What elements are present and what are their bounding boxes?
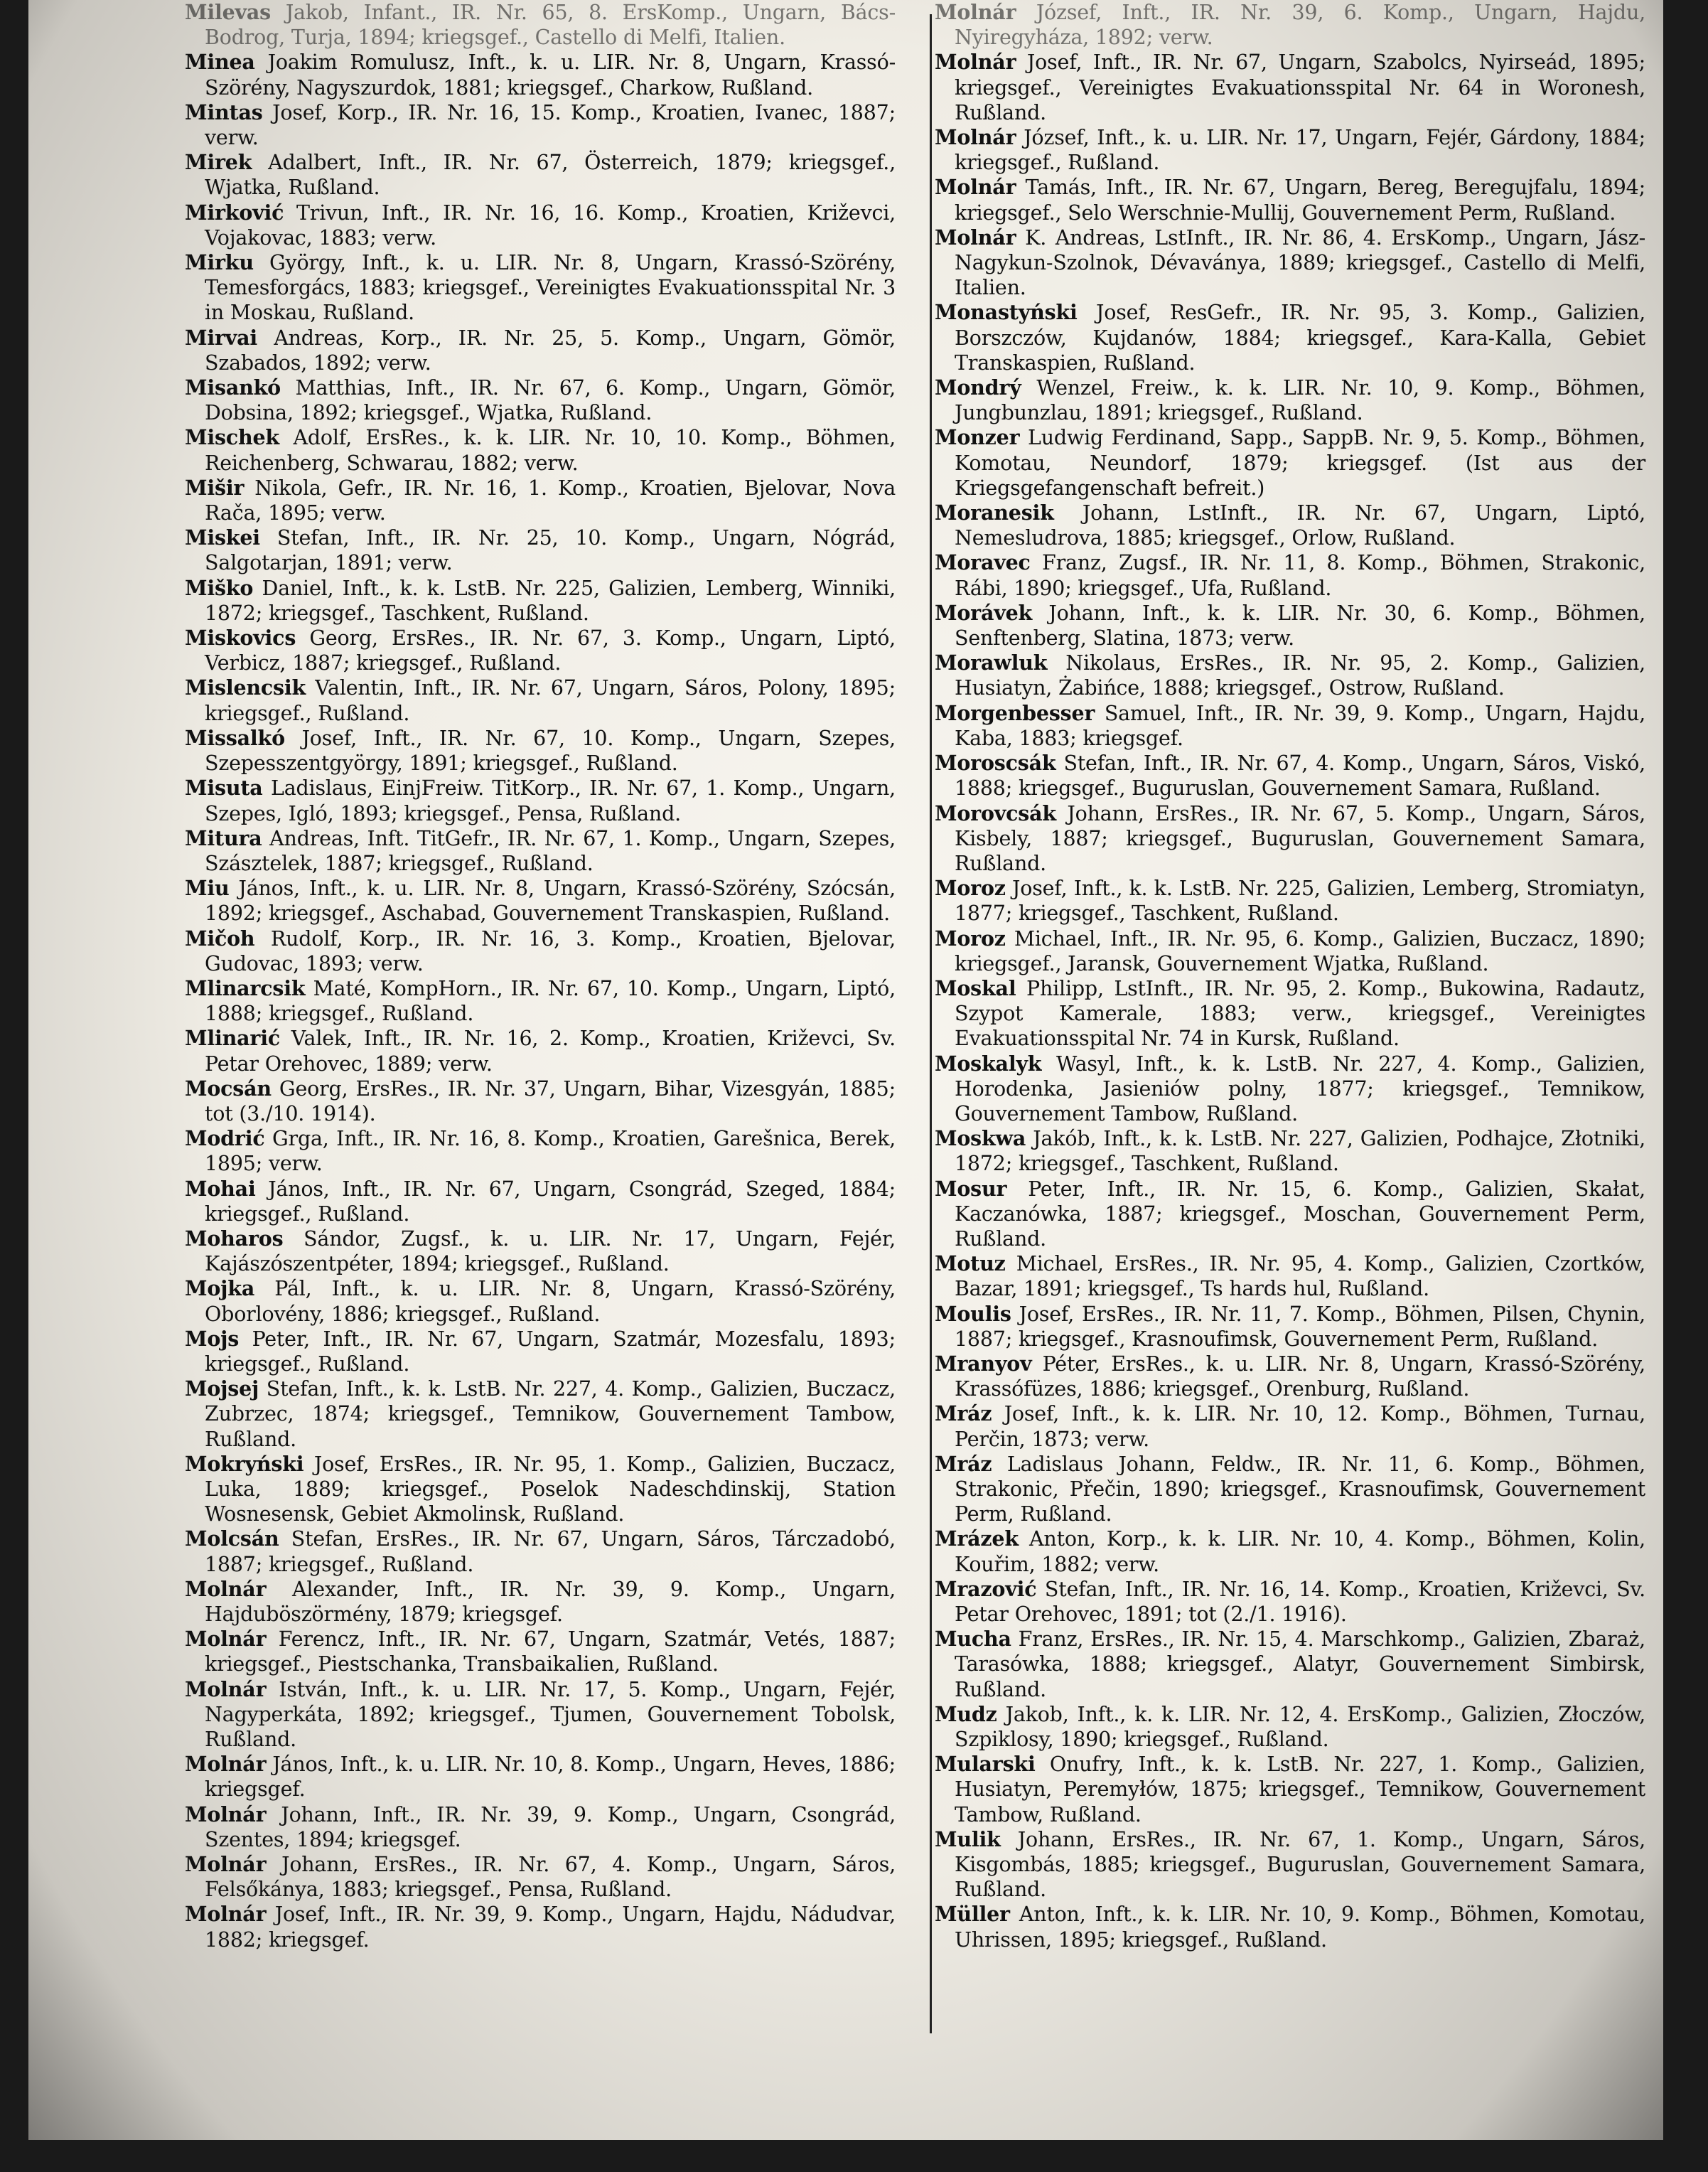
entry-surname: Modrić	[185, 1126, 265, 1151]
entry-surname: Molnár	[935, 0, 1016, 24]
entry-details: Nikola, Gefr., IR. Nr. 16, 1. Komp., Kroatien, Bjelovar, Nova Rača, 1895; verw.	[205, 476, 896, 525]
list-entry	[935, 550, 1645, 600]
list-entry	[935, 225, 1645, 301]
right-column	[935, 0, 1645, 1952]
list-entry	[185, 675, 896, 725]
entry-details: Franz, ErsRes., IR. Nr. 15, 4. Marschkomp., Galizien, Zbaraż, Tarasówka, 1888; kriegsgef., Alatyr, Gouvernement Simbirsk, Rußland.	[955, 1627, 1646, 1701]
entry-surname: Molnár	[935, 50, 1016, 75]
entry-surname: Mranyov	[935, 1351, 1032, 1376]
list-entry	[185, 200, 896, 250]
list-entry	[185, 1577, 896, 1627]
entry-details: Jakob, Inft., k. k. LIR. Nr. 12, 4. ErsKomp., Galizien, Złoczów, Szpiklosy, 1890; kriegsgef., Rußland.	[955, 1702, 1646, 1752]
entry-surname: Moskalyk	[935, 1051, 1042, 1076]
entry-details: Sándor, Zugsf., k. u. LIR. Nr. 17, Ungarn, Fejér, Kajászószentpéter, 1894; kriegsgef., Rußland.	[205, 1226, 896, 1276]
entry-surname: Molnár	[185, 1802, 267, 1826]
entry-surname: Moulis	[935, 1301, 1011, 1326]
entry-details: Philipp, LstInft., IR. Nr. 95, 2. Komp., Bukowina, Radautz, Szypot Kamerale, 1883; verw., kriegsgef., Vereinigtes Evakuationsspital Nr. 74 in Kursk, Rußland.	[955, 976, 1645, 1051]
entry-surname: Morawluk	[935, 651, 1048, 675]
entry-details: Matthias, Inft., IR. Nr. 67, 6. Komp., Ungarn, Gömör, Dobsina, 1892; kriegsgef., Wjatka, Rußland.	[205, 376, 896, 425]
entry-surname: Mintas	[185, 100, 263, 124]
entry-details: Pál, Inft., k. u. LIR. Nr. 8, Ungarn, Krassó-Szörény, Oborlovény, 1886; kriegsgef., Rußland.	[205, 1277, 896, 1326]
entry-surname: Misankó	[185, 375, 281, 400]
entry-surname: Molnár	[935, 225, 1016, 250]
entry-surname: Miu	[185, 876, 230, 901]
entry-details: Valek, Inft., IR. Nr. 16, 2. Komp., Kroatien, Križevci, Sv. Petar Orehovec, 1889; verw.	[205, 1027, 896, 1076]
entry-surname: Mirković	[185, 200, 284, 225]
list-entry	[935, 876, 1645, 926]
entry-surname: Miskei	[185, 525, 260, 550]
document-page	[28, 0, 1663, 2140]
entry-surname: Mlinarcsik	[185, 975, 306, 1000]
list-entry	[935, 751, 1645, 801]
list-entry	[935, 300, 1645, 375]
list-entry	[185, 1627, 896, 1676]
list-entry	[185, 1526, 896, 1576]
entry-surname: Mudz	[935, 1701, 997, 1726]
list-entry	[185, 776, 896, 825]
entry-details: Andreas, Inft. TitGefr., IR. Nr. 67, 1. Komp., Ungarn, Szepes, Szásztelek, 1887; kriegsgef., Rußland.	[205, 826, 896, 875]
entry-surname: Mojs	[185, 1326, 240, 1351]
entry-surname: Mrázek	[935, 1526, 1019, 1551]
column-divider	[930, 14, 932, 2033]
entry-details: Tamás, Inft., IR. Nr. 67, Ungarn, Bereg, Beregujfalu, 1894; kriegsgef., Selo Werschnie-Mullij, Gouvernement Perm, Rußland.	[955, 176, 1645, 225]
list-entry	[185, 250, 896, 326]
list-entry	[185, 1126, 896, 1176]
list-entry	[185, 1026, 896, 1076]
entry-surname: Morávek	[935, 600, 1033, 625]
entry-surname: Morgenbesser	[935, 700, 1095, 725]
entry-details: Johann, ErsRes., IR. Nr. 67, 1. Komp., Ungarn, Sáros, Kisgombás, 1885; kriegsgef., Buguruslan, Gouvernement Samara, Rußland.	[955, 1827, 1646, 1902]
list-entry	[935, 0, 1645, 50]
entry-details: Jakób, Inft., k. k. LstB. Nr. 227, Galizien, Podhajce, Złotniki, 1872; kriegsgef., Taschkent, Rußland.	[955, 1127, 1645, 1176]
entry-surname: Monastyński	[935, 300, 1078, 325]
entry-details: Anton, Inft., k. k. LIR. Nr. 10, 9. Komp., Böhmen, Komotau, Uhrissen, 1895; kriegsgef., Rußland.	[955, 1903, 1645, 1952]
entry-details: Josef, Inft., k. k. LIR. Nr. 10, 12. Komp., Böhmen, Turnau, Perčin, 1873; verw.	[955, 1402, 1645, 1451]
entry-details: Jakob, Infant., IR. Nr. 65, 8. ErsKomp., Ungarn, Bács-Bodrog, Turja, 1894; kriegsgef., Castello di Melfi, Italien.	[205, 1, 896, 50]
entry-details: Stefan, Inft., k. k. LstB. Nr. 227, 4. Komp., Galizien, Buczacz, Zubrzec, 1874; kriegsgef., Temnikow, Gouvernement Tambow, Rußland.	[205, 1377, 896, 1451]
entry-surname: Monzer	[935, 425, 1020, 450]
list-entry	[935, 1126, 1645, 1176]
entry-surname: Mojka	[185, 1276, 255, 1301]
entry-surname: Mlinarić	[185, 1026, 280, 1051]
entry-details: K. Andreas, LstInft., IR. Nr. 86, 4. ErsKomp., Ungarn, Jász-Nagykun-Szolnok, Dévaványa, 1889; kriegsgef., Castello di Melfi, Italien.	[955, 225, 1646, 300]
list-entry	[935, 1302, 1645, 1352]
list-entry	[185, 1802, 896, 1852]
entry-surname: Mirku	[185, 250, 254, 275]
list-entry	[185, 826, 896, 876]
entry-details: Johann, Inft., IR. Nr. 39, 9. Komp., Ungarn, Csongrád, Szentes, 1894; kriegsgef.	[205, 1802, 896, 1851]
entry-surname: Mráz	[935, 1401, 992, 1426]
entry-surname: Mojsej	[185, 1376, 259, 1401]
entry-surname: Minea	[185, 50, 255, 75]
list-entry	[935, 501, 1645, 550]
list-entry	[935, 976, 1645, 1052]
entry-details: József, Inft., k. u. LIR. Nr. 17, Ungarn, Fejér, Gárdony, 1884; kriegsgef., Rußland.	[955, 126, 1645, 175]
list-entry	[185, 1327, 896, 1376]
list-entry	[935, 375, 1645, 425]
list-entry	[185, 1226, 896, 1276]
entry-details: Josef, Inft., IR. Nr. 67, 10. Komp., Ungarn, Szepes, Szepesszentgyörgy, 1891; kriegsgef., Rußland.	[205, 726, 896, 776]
entry-details: István, Inft., k. u. LIR. Nr. 17, 5. Komp., Ungarn, Fejér, Nagyperkáta, 1892; kriegsgef., Tjumen, Gouvernement Tobolsk, Rußland.	[205, 1677, 896, 1752]
entry-details: Adolf, ErsRes., k. k. LIR. Nr. 10, 10. Komp., Böhmen, Reichenberg, Schwarau, 1882; verw.	[205, 426, 896, 475]
entry-details: Wasyl, Inft., k. k. LstB. Nr. 227, 4. Komp., Galizien, Horodenka, Jasieniów polny, 1877; kriegsgef., Temnikow, Gouvernement Tambow, Rußland.	[955, 1052, 1645, 1125]
entry-surname: Mrazović	[935, 1576, 1037, 1601]
entry-details: Michael, Inft., IR. Nr. 95, 6. Komp., Galizien, Buczacz, 1890; kriegsgef., Jaransk, Gouvernement Wjatka, Rußland.	[955, 926, 1646, 975]
entry-details: Johann, LstInft., IR. Nr. 67, Ungarn, Liptó, Nemesludrova, 1885; kriegsgef., Orlow, Rußland.	[955, 501, 1646, 550]
list-entry	[935, 1177, 1645, 1252]
list-entry	[935, 1401, 1645, 1451]
entry-details: Georg, ErsRes., IR. Nr. 37, Ungarn, Bihar, Vizesgyán, 1885; tot (3./10. 1914).	[205, 1076, 896, 1125]
list-entry	[935, 1352, 1645, 1401]
list-entry	[935, 1052, 1645, 1127]
entry-details: Josef, Korp., IR. Nr. 16, 15. Komp., Kroatien, Ivanec, 1887; verw.	[205, 100, 896, 150]
entry-surname: Molnár	[185, 1576, 267, 1601]
entry-details: Trivun, Inft., IR. Nr. 16, 16. Komp., Kroatien, Križevci, Vojakovac, 1883; verw.	[205, 200, 896, 250]
list-entry	[185, 726, 896, 776]
list-entry	[185, 976, 896, 1026]
entry-details: Johann, ErsRes., IR. Nr. 67, 4. Komp., Ungarn, Sáros, Felsőkánya, 1883; kriegsgef., Pensa, Rußland.	[205, 1853, 896, 1902]
list-entry	[935, 1752, 1645, 1827]
entry-surname: Motuz	[935, 1251, 1006, 1276]
entry-details: Ludwig Ferdinand, Sapp., SappB. Nr. 9, 5. Komp., Böhmen, Komotau, Neundorf, 1879; kriegsgef. (Ist aus der Kriegsgefangenschaft befreit.)	[955, 426, 1645, 500]
list-entry	[935, 1702, 1645, 1752]
entry-details: Adalbert, Inft., IR. Nr. 67, Österreich, 1879; kriegsgef., Wjatka, Rußland.	[205, 151, 896, 200]
list-entry	[185, 0, 896, 50]
entry-surname: Mischek	[185, 425, 279, 450]
entry-details: János, Inft., k. u. LIR. Nr. 10, 8. Komp., Ungarn, Heves, 1886; kriegsgef.	[205, 1753, 896, 1802]
list-entry	[185, 1276, 896, 1326]
entry-surname: Moravec	[935, 550, 1031, 575]
list-entry	[185, 1852, 896, 1902]
list-entry	[185, 1902, 896, 1952]
entry-surname: Milevas	[185, 0, 272, 24]
entry-details: Andreas, Korp., IR. Nr. 25, 5. Komp., Ungarn, Gömör, Szabados, 1892; verw.	[205, 326, 896, 375]
list-entry	[185, 1677, 896, 1753]
entry-details: Ladislaus Johann, Feldw., IR. Nr. 11, 6. Komp., Böhmen, Strakonic, Přečin, 1890; kriegsgef., Krasnoufimsk, Gouvernement Perm, Rußland.	[955, 1452, 1646, 1526]
list-entry	[935, 425, 1645, 501]
entry-details: Josef, Inft., IR. Nr. 67, Ungarn, Szabolcs, Nyirseád, 1895; kriegsgef., Vereinigtes Evakuationsspital Nr. 64 in Woronesh, Rußland.	[955, 50, 1645, 124]
list-entry	[185, 476, 896, 525]
list-entry	[185, 326, 896, 375]
entry-surname: Moranesik	[935, 501, 1054, 525]
list-entry	[935, 1577, 1645, 1627]
entry-details: Rudolf, Korp., IR. Nr. 16, 3. Komp., Kroatien, Bjelovar, Gudovac, 1893; verw.	[205, 926, 896, 975]
entry-details: Stefan, Inft., IR. Nr. 67, 4. Komp., Ungarn, Sáros, Viskó, 1888; kriegsgef., Buguruslan, Gouvernement Samara, Rußland.	[955, 751, 1646, 801]
entry-details: Josef, Inft., IR. Nr. 39, 9. Komp., Ungarn, Hajdu, Nádudvar, 1882; kriegsgef.	[205, 1903, 896, 1952]
list-entry	[935, 801, 1645, 877]
entry-surname: Mišir	[185, 475, 245, 500]
list-entry	[935, 701, 1645, 751]
entry-details: Grga, Inft., IR. Nr. 16, 8. Komp., Kroatien, Garešnica, Berek, 1895; verw.	[205, 1127, 896, 1176]
entry-surname: Missalkó	[185, 725, 285, 750]
entry-surname: Morovcsák	[935, 801, 1056, 825]
entry-details: Michael, ErsRes., IR. Nr. 95, 4. Komp., Galizien, Czortków, Bazar, 1891; kriegsgef., Ts hards hul, Rußland.	[955, 1252, 1645, 1301]
entry-surname: Mucha	[935, 1627, 1011, 1652]
list-entry	[935, 601, 1645, 651]
entry-details: Peter, Inft., IR. Nr. 15, 6. Komp., Galizien, Skałat, Kaczanówka, 1887; kriegsgef., Moschan, Gouvernement Perm, Rußland.	[955, 1177, 1646, 1251]
entry-surname: Mondrý	[935, 375, 1021, 400]
entry-details: Georg, ErsRes., IR. Nr. 67, 3. Komp., Ungarn, Liptó, Verbicz, 1887; kriegsgef., Rußland.	[205, 626, 896, 675]
entry-surname: Molnár	[935, 125, 1016, 150]
entry-surname: Molcsán	[185, 1526, 279, 1551]
entry-details: Johann, Inft., k. k. LIR. Nr. 30, 6. Komp., Böhmen, Senftenberg, Slatina, 1873; verw.	[955, 601, 1646, 651]
entry-details: Péter, ErsRes., k. u. LIR. Nr. 8, Ungarn, Krassó-Szörény, Krassófüzes, 1886; kriegsgef., Orenburg, Rußland.	[955, 1352, 1645, 1401]
list-entry	[935, 1627, 1645, 1702]
entry-surname: Mičoh	[185, 926, 255, 951]
list-entry	[935, 1827, 1645, 1903]
entry-surname: Müller	[935, 1902, 1010, 1927]
entry-surname: Moroz	[935, 926, 1006, 951]
entry-details: Franz, Zugsf., IR. Nr. 11, 8. Komp., Böhmen, Strakonic, Rábi, 1890; kriegsgef., Ufa, Rußland.	[955, 551, 1645, 600]
entry-details: Ladislaus, EinjFreiw. TitKorp., IR. Nr. 67, 1. Komp., Ungarn, Szepes, Igló, 1893; kriegsgef., Pensa, Rußland.	[205, 776, 896, 825]
entry-surname: Moroscsák	[935, 751, 1056, 776]
entry-details: Joakim Romulusz, Inft., k. u. LIR. Nr. 8, Ungarn, Krassó-Szörény, Nagyszurdok, 1881; kriegsgef., Charkow, Rußland.	[205, 50, 896, 100]
list-entry	[935, 1452, 1645, 1527]
entry-surname: Moroz	[935, 876, 1006, 901]
entry-surname: Mulik	[935, 1826, 1001, 1851]
entry-surname: Miško	[185, 575, 254, 600]
entry-details: Anton, Korp., k. k. LIR. Nr. 10, 4. Komp., Böhmen, Kolin, Kouřim, 1882; verw.	[955, 1527, 1646, 1576]
entry-details: Nikolaus, ErsRes., IR. Nr. 95, 2. Komp., Galizien, Husiatyn, Żabińce, 1888; kriegsgef., Ostrow, Rußland.	[955, 651, 1646, 700]
entry-surname: Mirvai	[185, 325, 258, 350]
entry-details: Wenzel, Freiw., k. k. LIR. Nr. 10, 9. Komp., Böhmen, Jungbunzlau, 1891; kriegsgef., Rußland.	[955, 376, 1646, 425]
list-entry	[185, 50, 896, 100]
entry-details: Daniel, Inft., k. k. LstB. Nr. 225, Galizien, Lemberg, Winniki, 1872; kriegsgef., Taschkent, Rußland.	[205, 576, 896, 625]
entry-surname: Mosur	[935, 1176, 1007, 1201]
entry-details: Stefan, ErsRes., IR. Nr. 67, Ungarn, Sáros, Tárczadobó, 1887; kriegsgef., Rußland.	[205, 1527, 896, 1576]
entry-details: Peter, Inft., IR. Nr. 67, Ungarn, Szatmár, Mozesfalu, 1893; kriegsgef., Rußland.	[205, 1327, 896, 1376]
entry-surname: Molnár	[185, 1902, 267, 1927]
list-entry	[935, 1902, 1645, 1952]
entry-surname: Mocsán	[185, 1076, 272, 1101]
entry-surname: Mitura	[185, 825, 262, 850]
entry-surname: Mislencsik	[185, 675, 306, 700]
entry-details: Valentin, Inft., IR. Nr. 67, Ungarn, Sáros, Polony, 1895; kriegsgef., Rußland.	[205, 676, 896, 725]
list-entry	[185, 1177, 896, 1226]
left-column	[185, 0, 896, 1952]
entry-details: Onufry, Inft., k. k. LstB. Nr. 227, 1. Komp., Galizien, Husiatyn, Peremyłów, 1875; kriegsgef., Temnikow, Gouvernement Tambow, Rußland.	[955, 1753, 1646, 1826]
entry-details: János, Inft., k. u. LIR. Nr. 8, Ungarn, Krassó-Szörény, Szócsán, 1892; kriegsgef., Aschabad, Gouvernement Transkaspien, Rußland.	[205, 877, 896, 926]
list-entry	[185, 425, 896, 475]
list-entry	[935, 651, 1645, 700]
entry-surname: Miskovics	[185, 626, 296, 651]
entry-details: György, Inft., k. u. LIR. Nr. 8, Ungarn, Krassó-Szörény, Temesforgács, 1883; kriegsgef., Vereinigtes Evakuationsspital Nr. 3 in Moskau, Rußland.	[205, 251, 896, 325]
entry-details: Josef, ErsRes., IR. Nr. 11, 7. Komp., Böhmen, Pilsen, Chynin, 1887; kriegsgef., Krasnoufimsk, Gouvernement Perm, Rußland.	[955, 1302, 1645, 1351]
list-entry	[935, 1526, 1645, 1576]
list-entry	[935, 926, 1645, 976]
list-entry	[185, 876, 896, 926]
entry-surname: Moharos	[185, 1226, 284, 1251]
list-entry	[185, 1376, 896, 1452]
list-entry	[185, 576, 896, 626]
entry-details: Maté, KompHorn., IR. Nr. 67, 10. Komp., Ungarn, Liptó, 1888; kriegsgef., Rußland.	[205, 976, 896, 1026]
list-entry	[935, 1251, 1645, 1301]
entry-details: Stefan, Inft., IR. Nr. 25, 10. Komp., Ungarn, Nógrád, Salgotarjan, 1891; verw.	[205, 526, 896, 575]
entry-details: Josef, ResGefr., IR. Nr. 95, 3. Komp., Galizien, Borszczów, Kujdanów, 1884; kriegsgef., Kara-Kalla, Gebiet Transkaspien, Rußland.	[955, 301, 1645, 375]
entry-surname: Moskal	[935, 975, 1016, 1000]
entry-details: József, Inft., IR. Nr. 39, 6. Komp., Ungarn, Hajdu, Nyiregyháza, 1892; verw.	[955, 1, 1645, 50]
entry-surname: Mirek	[185, 150, 252, 175]
list-entry	[185, 1752, 896, 1802]
entry-details: Samuel, Inft., IR. Nr. 39, 9. Komp., Ungarn, Hajdu, Kaba, 1883; kriegsgef.	[955, 701, 1646, 750]
list-entry	[185, 626, 896, 675]
list-entry	[185, 375, 896, 425]
entry-details: Alexander, Inft., IR. Nr. 39, 9. Komp., Ungarn, Hajduböszörmény, 1879; kriegsgef.	[205, 1577, 896, 1626]
list-entry	[935, 50, 1645, 125]
list-entry	[185, 1076, 896, 1126]
list-entry	[185, 1452, 896, 1527]
entry-surname: Mokryński	[185, 1451, 304, 1476]
entry-surname: Molnár	[185, 1752, 267, 1777]
entry-details: Josef, ErsRes., IR. Nr. 95, 1. Komp., Galizien, Buczacz, Luka, 1889; kriegsgef., Poselok Nadeschdinskij, Station Wosnesensk, Gebiet Akmolinsk, Rußland.	[205, 1452, 896, 1526]
entry-surname: Mráz	[935, 1451, 992, 1476]
entry-surname: Molnár	[935, 175, 1016, 200]
entry-details: Johann, ErsRes., IR. Nr. 67, 5. Komp., Ungarn, Sáros, Kisbely, 1887; kriegsgef., Buguruslan, Gouvernement Samara, Rußland.	[955, 801, 1646, 875]
entry-surname: Moskwa	[935, 1126, 1026, 1151]
entry-surname: Molnár	[185, 1852, 267, 1877]
entry-details: Stefan, Inft., IR. Nr. 16, 14. Komp., Kroatien, Križevci, Sv. Petar Orehovec, 1891; tot (2./1. 1916).	[955, 1577, 1645, 1626]
entry-details: Ferencz, Inft., IR. Nr. 67, Ungarn, Szatmár, Vetés, 1887; kriegsgef., Piestschanka, Transbaikalien, Rußland.	[205, 1627, 896, 1676]
entry-surname: Mohai	[185, 1176, 256, 1201]
entry-surname: Molnár	[185, 1676, 267, 1701]
entry-surname: Mularski	[935, 1752, 1036, 1777]
list-entry	[185, 525, 896, 575]
list-entry	[185, 150, 896, 200]
list-entry	[935, 125, 1645, 175]
entry-surname: Misuta	[185, 776, 263, 801]
entry-details: Josef, Inft., k. k. LstB. Nr. 225, Galizien, Lemberg, Stromiatyn, 1877; kriegsgef., Taschkent, Rußland.	[955, 877, 1645, 926]
list-entry	[935, 175, 1645, 225]
list-entry	[185, 926, 896, 976]
list-entry	[185, 100, 896, 150]
entry-details: János, Inft., IR. Nr. 67, Ungarn, Csongrád, Szeged, 1884; kriegsgef., Rußland.	[205, 1177, 896, 1226]
entry-surname: Molnár	[185, 1627, 267, 1652]
